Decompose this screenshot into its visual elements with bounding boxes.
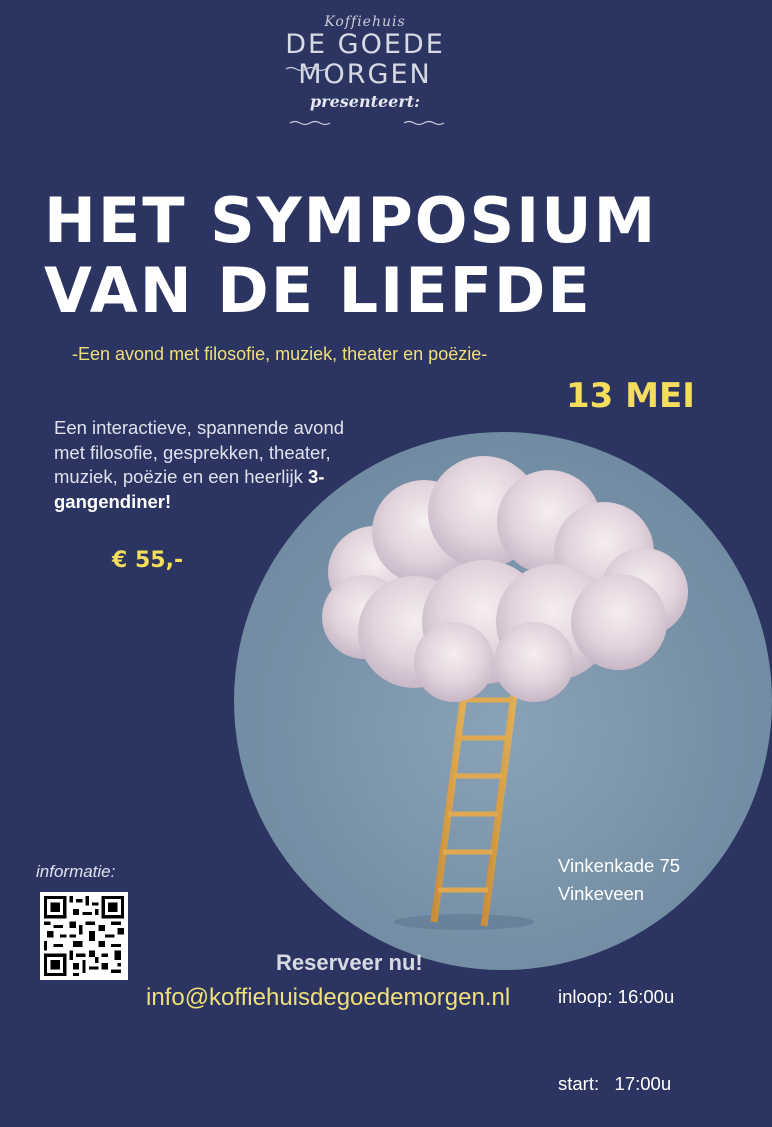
info-label: informatie:	[36, 862, 116, 881]
description-text: Een interactieve, spannende avond met filosofie, gesprekken, theater, muziek, poëzie en een heerlijk	[54, 417, 345, 487]
cloud-ladder-image	[234, 432, 772, 970]
venue-address	[558, 852, 680, 908]
logo-presenteert: presenteert:	[309, 92, 421, 111]
time-start: start: 17:00u	[558, 1073, 672, 1094]
wave-decoration	[286, 66, 326, 72]
cloud-ladder-illustration	[234, 432, 772, 970]
title-line-1: HET SYMPOSIUM	[44, 184, 658, 257]
logo-koffiehuis: Koffiehuis	[324, 14, 406, 30]
address-city: Vinkeveen	[558, 883, 645, 904]
qr-code-image	[44, 896, 124, 976]
contact-email-link[interactable]: info@koffiehuisdegoedemorgen.nl	[146, 984, 511, 1011]
event-times	[558, 924, 674, 1127]
time-inloop: inloop: 16:00u	[558, 986, 675, 1007]
cloud-icon	[322, 456, 688, 702]
ticket-price: € 55,-	[112, 548, 184, 573]
address-street: Vinkenkade 75	[558, 855, 681, 876]
logo	[280, 14, 450, 154]
reserve-cta: Reserveer nu!	[276, 950, 423, 975]
title-line-2: VAN DE LIEFDE	[44, 254, 592, 327]
page-title	[44, 186, 714, 326]
subtitle: -Een avond met filosofie, muziek, theater en poëzie-	[72, 344, 488, 364]
event-date: 13 MEI	[566, 376, 695, 416]
wave-decoration	[404, 120, 444, 126]
qr-code-icon[interactable]	[40, 892, 128, 980]
description-bold: 3-gangendiner!	[54, 466, 325, 512]
logo-line-1: DE GOEDE	[285, 29, 445, 60]
logo-line-2: MORGEN	[298, 59, 432, 90]
wave-decoration	[290, 120, 330, 126]
